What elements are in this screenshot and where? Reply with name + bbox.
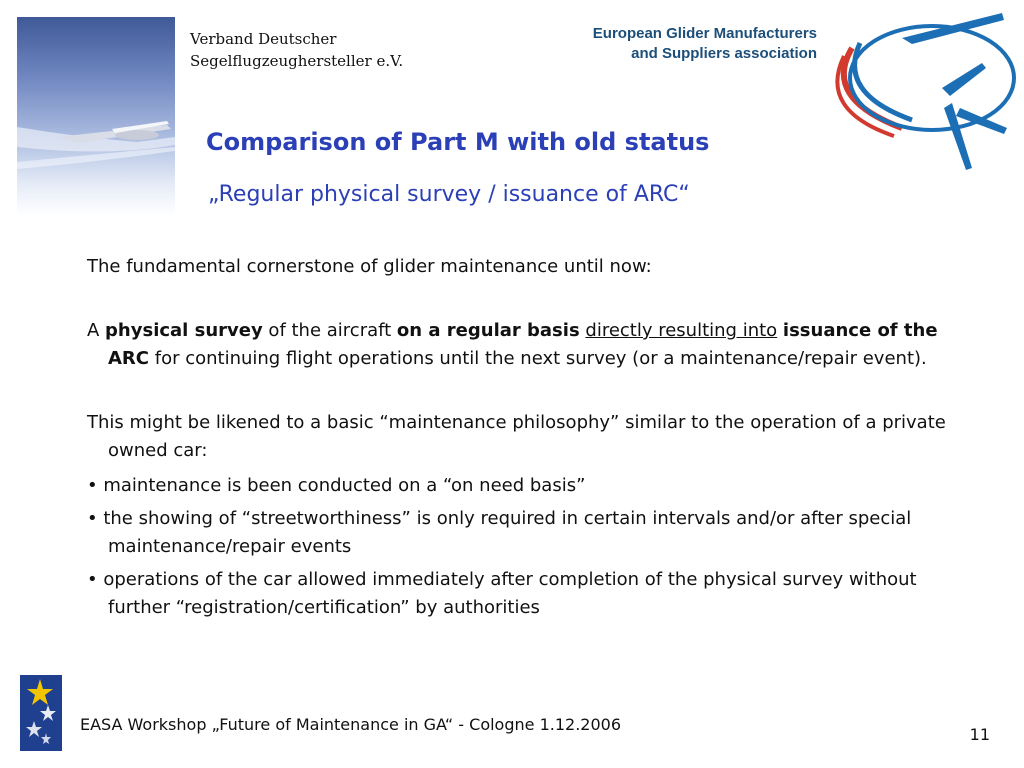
survey-bold-2: on a regular basis <box>396 320 580 341</box>
slide-title: Comparison of Part M with old status <box>206 128 710 156</box>
survey-bold-3: issuance of the ARC <box>108 320 938 369</box>
bullet-item: • operations of the car allowed immediately after completion of the physical survey without further “registration/certification” by authorities <box>87 569 917 618</box>
survey-text-1: A <box>87 320 106 341</box>
star-logo-icon <box>20 675 62 751</box>
survey-bold-1: physical survey <box>105 320 263 341</box>
footer-caption: EASA Workshop „Future of Maintenance in GA“ - Cologne 1.12.2006 <box>80 715 621 734</box>
association-name-de-line2: Segelflugzeughersteller e.V. <box>190 52 404 70</box>
intro-paragraph: The fundamental cornerstone of glider maintenance until now: <box>87 256 652 277</box>
philosophy-paragraph: This might be likened to a basic “maintenance philosophy” similar to the operation of a private owned car: <box>87 412 946 461</box>
egm-logo-icon <box>832 8 1022 178</box>
slide-subtitle: „Regular physical survey / issuance of ARC“ <box>208 182 690 207</box>
association-name-de <box>190 28 450 72</box>
bullet-item: • the showing of “streetworthiness” is only required in certain intervals and/or after special maintenance/repair events <box>87 508 912 557</box>
slide-body <box>87 253 947 627</box>
bullet-item: • maintenance is been conducted on a “on need basis” <box>87 475 586 496</box>
survey-text-5: for continuing flight operations until the next survey (or a maintenance/repair event). <box>149 348 927 369</box>
survey-paragraph <box>87 317 947 373</box>
survey-text-2: of the aircraft <box>262 320 397 341</box>
association-name-en-line2: and Suppliers association <box>631 45 817 62</box>
association-name-en-line1: European Glider Manufacturers <box>592 25 817 42</box>
association-name-de-line1: Verband Deutscher <box>190 30 337 48</box>
glider-photo <box>17 17 175 215</box>
survey-underline: directly resulting into <box>585 320 778 341</box>
association-name-en <box>487 24 817 64</box>
page-number: 11 <box>969 725 990 744</box>
